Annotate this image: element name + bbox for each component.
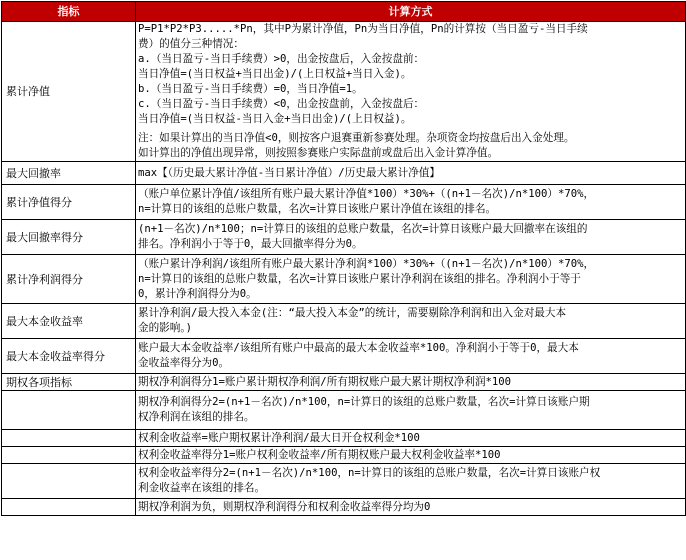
method-cell: （账户累计净利润/该组所有账户最大累计净利润*100）*30%+（(n+1－名次)/n*100）*70%， n=计算日的该组的总账户数量，名次=计算日该账户累计净利润在该组的排名。净利润小于等于 0，累计净利润得分为0。 bbox=[136, 255, 686, 304]
indicator-cell bbox=[2, 499, 136, 516]
indicator-cell: 最大回撤率 bbox=[2, 162, 136, 185]
table-row bbox=[2, 447, 686, 464]
method-cell: 账户最大本金收益率/该组所有账户中最高的最大本金收益率*100。净利润小于等于0，最大本 金收益率得分为0。 bbox=[136, 339, 686, 374]
table-row bbox=[2, 304, 686, 339]
indicator-cell: 最大回撤率得分 bbox=[2, 220, 136, 255]
header-indicator: 指标 bbox=[2, 2, 136, 22]
table-row bbox=[2, 339, 686, 374]
table-row bbox=[2, 255, 686, 304]
indicator-cell: 最大本金收益率得分 bbox=[2, 339, 136, 374]
method-cell: 期权净利润得分2=(n+1－名次)/n*100，n=计算日的该组的总账户数量，名次=计算日该账户期 权净利润在该组的排名。 bbox=[136, 391, 686, 430]
table-row bbox=[2, 499, 686, 516]
method-cell: P=P1*P2*P3.....*Pn，其中P为累计净值，Pn为当日净值，Pn的计算按（当日盈亏-当日手续 费）的值分三种情况： a.（当日盈亏-当日手续费）>0，出金按盘后，入金按盘前： 当日净值=(当日权益+当日出金)/(上日权益+当日入金)。 b.（当日盈亏-当日手续费）=0，当日净值=1。 c.（当日盈亏-当日手续费）<0，出金按盘前，入金按盘后： 当日净值=(当日权益-当日入金+当日出金)/(上日权益)。 注：如果计算出的当日净值<0，则按客户退赛重新参赛处理。杂项资金均按盘后出入金处理。 如计算出的净值出现异常，则按照参赛账户实际盘前或盘后出入金计算净值。 bbox=[136, 22, 686, 162]
method-cell: (n+1－名次)/n*100；n=计算日的该组的总账户数量，名次=计算日该账户最大回撤率在该组的 排名。净利润小于等于0，最大回撤率得分为0。 bbox=[136, 220, 686, 255]
table-row bbox=[2, 391, 686, 430]
method-cell: 累计净利润/最大投入本金(注：“最大投入本金”的统计，需要剔除净利润和出入金对最大本 金的影响。) bbox=[136, 304, 686, 339]
table-row bbox=[2, 374, 686, 391]
table-row bbox=[2, 162, 686, 185]
table-row bbox=[2, 464, 686, 499]
table-row bbox=[2, 430, 686, 447]
indicator-cell: 累计净值得分 bbox=[2, 185, 136, 220]
table-row bbox=[2, 220, 686, 255]
indicator-cell: 期权各项指标 bbox=[2, 374, 136, 391]
method-cell: 期权净利润得分1=账户累计期权净利润/所有期权账户最大累计期权净利润*100 bbox=[136, 374, 686, 391]
indicator-cell: 累计净利润得分 bbox=[2, 255, 136, 304]
indicator-cell: 最大本金收益率 bbox=[2, 304, 136, 339]
method-cell: 期权净利润为负，则期权净利润得分和权利金收益率得分均为0 bbox=[136, 499, 686, 516]
method-cell: 权利金收益率得分2=(n+1－名次)/n*100，n=计算日的该组的总账户数量，名次=计算日该账户权 利金收益率在该组的排名。 bbox=[136, 464, 686, 499]
indicator-cell: 累计净值 bbox=[2, 22, 136, 162]
table-row bbox=[2, 185, 686, 220]
method-cell: max【（历史最大累计净值-当日累计净值）/历史最大累计净值】 bbox=[136, 162, 686, 185]
method-cell: （账户单位累计净值/该组所有账户最大累计净值*100）*30%+（(n+1－名次)/n*100）*70%， n=计算日的该组的总账户数量，名次=计算日该账户累计净值在该组的排名。 bbox=[136, 185, 686, 220]
indicator-cell bbox=[2, 447, 136, 464]
header-row bbox=[2, 2, 686, 22]
method-cell: 权利金收益率得分1=账户权利金收益率/所有期权账户最大权利金收益率*100 bbox=[136, 447, 686, 464]
header-method: 计算方式 bbox=[136, 2, 686, 22]
indicator-cell bbox=[2, 464, 136, 499]
method-cell: 权利金收益率=账户期权累计净利润/最大日开仓权利金*100 bbox=[136, 430, 686, 447]
indicator-table bbox=[1, 1, 686, 516]
table-row bbox=[2, 22, 686, 162]
indicator-cell bbox=[2, 430, 136, 447]
indicator-cell bbox=[2, 391, 136, 430]
